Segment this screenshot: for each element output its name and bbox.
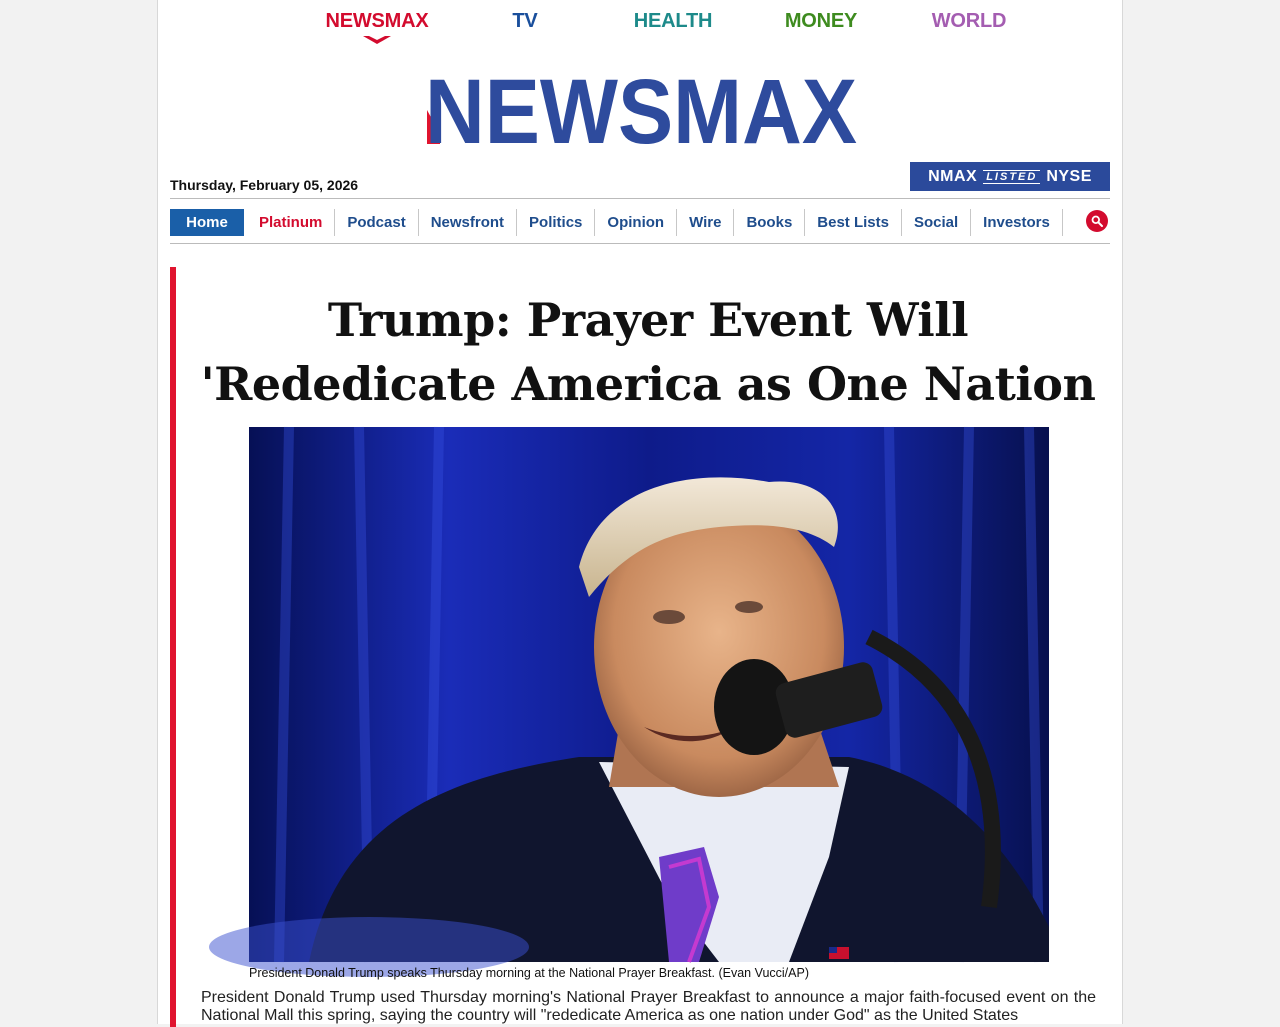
nav-item-podcast[interactable]: Podcast xyxy=(335,209,418,236)
section-world[interactable] xyxy=(895,10,1043,33)
nav-item-investors[interactable]: Investors xyxy=(971,209,1063,236)
ticker-label: NMAX xyxy=(928,167,978,185)
listed-label: LISTED xyxy=(983,170,1040,184)
newsmax-logo[interactable] xyxy=(425,61,857,163)
section-health[interactable] xyxy=(599,10,747,33)
section-tv-label: TV xyxy=(512,10,538,32)
nav-item-newsfront[interactable]: Newsfront xyxy=(419,209,517,236)
nav-item-opinion[interactable]: Opinion xyxy=(595,209,677,236)
article-body: President Donald Trump used Thursday morning's National Prayer Breakfast to announce a major faith-focused event on the National Mall this spring, saying the country will "rededicate America as one nation under God" as the United States xyxy=(201,989,1096,1024)
article-photo-illustration xyxy=(249,427,1049,962)
newsmax-logo-mark xyxy=(425,61,857,163)
nyse-listed-badge[interactable] xyxy=(910,162,1110,191)
search-icon xyxy=(1091,215,1103,227)
top-section-nav xyxy=(303,10,1043,46)
nav-item-platinum[interactable]: Platinum xyxy=(247,209,335,236)
main-nav-items xyxy=(170,209,1063,236)
logo-wordmark: NEWSMAX xyxy=(425,61,857,163)
exchange-label: NYSE xyxy=(1046,167,1092,185)
page-container xyxy=(157,0,1123,1024)
active-caret-icon xyxy=(363,36,391,44)
nav-item-social[interactable]: Social xyxy=(902,209,971,236)
nav-item-politics[interactable]: Politics xyxy=(517,209,595,236)
section-money[interactable] xyxy=(747,10,895,33)
nav-item-books[interactable]: Books xyxy=(734,209,805,236)
article-photo[interactable] xyxy=(249,427,1049,962)
section-newsmax[interactable] xyxy=(303,10,451,33)
section-newsmax-label: NEWSMAX xyxy=(325,10,429,32)
article-headline: Trump: Prayer Event Will 'Rededicate America as One Nation xyxy=(200,293,1096,411)
nav-item-best-lists[interactable]: Best Lists xyxy=(805,209,902,236)
photo-caption: President Donald Trump speaks Thursday morning at the National Prayer Breakfast. (Evan Vucci/AP) xyxy=(249,966,809,980)
article-accent-rule xyxy=(170,267,176,1027)
search-button[interactable] xyxy=(1086,210,1108,232)
section-world-label: WORLD xyxy=(931,10,1007,32)
section-money-label: MONEY xyxy=(784,10,858,32)
section-tv[interactable] xyxy=(451,10,599,33)
nav-item-wire[interactable]: Wire xyxy=(677,209,734,236)
current-date: Thursday, February 05, 2026 xyxy=(170,177,359,193)
section-health-label: HEALTH xyxy=(633,10,713,32)
main-nav xyxy=(170,198,1110,244)
nav-item-home[interactable]: Home xyxy=(170,209,246,236)
